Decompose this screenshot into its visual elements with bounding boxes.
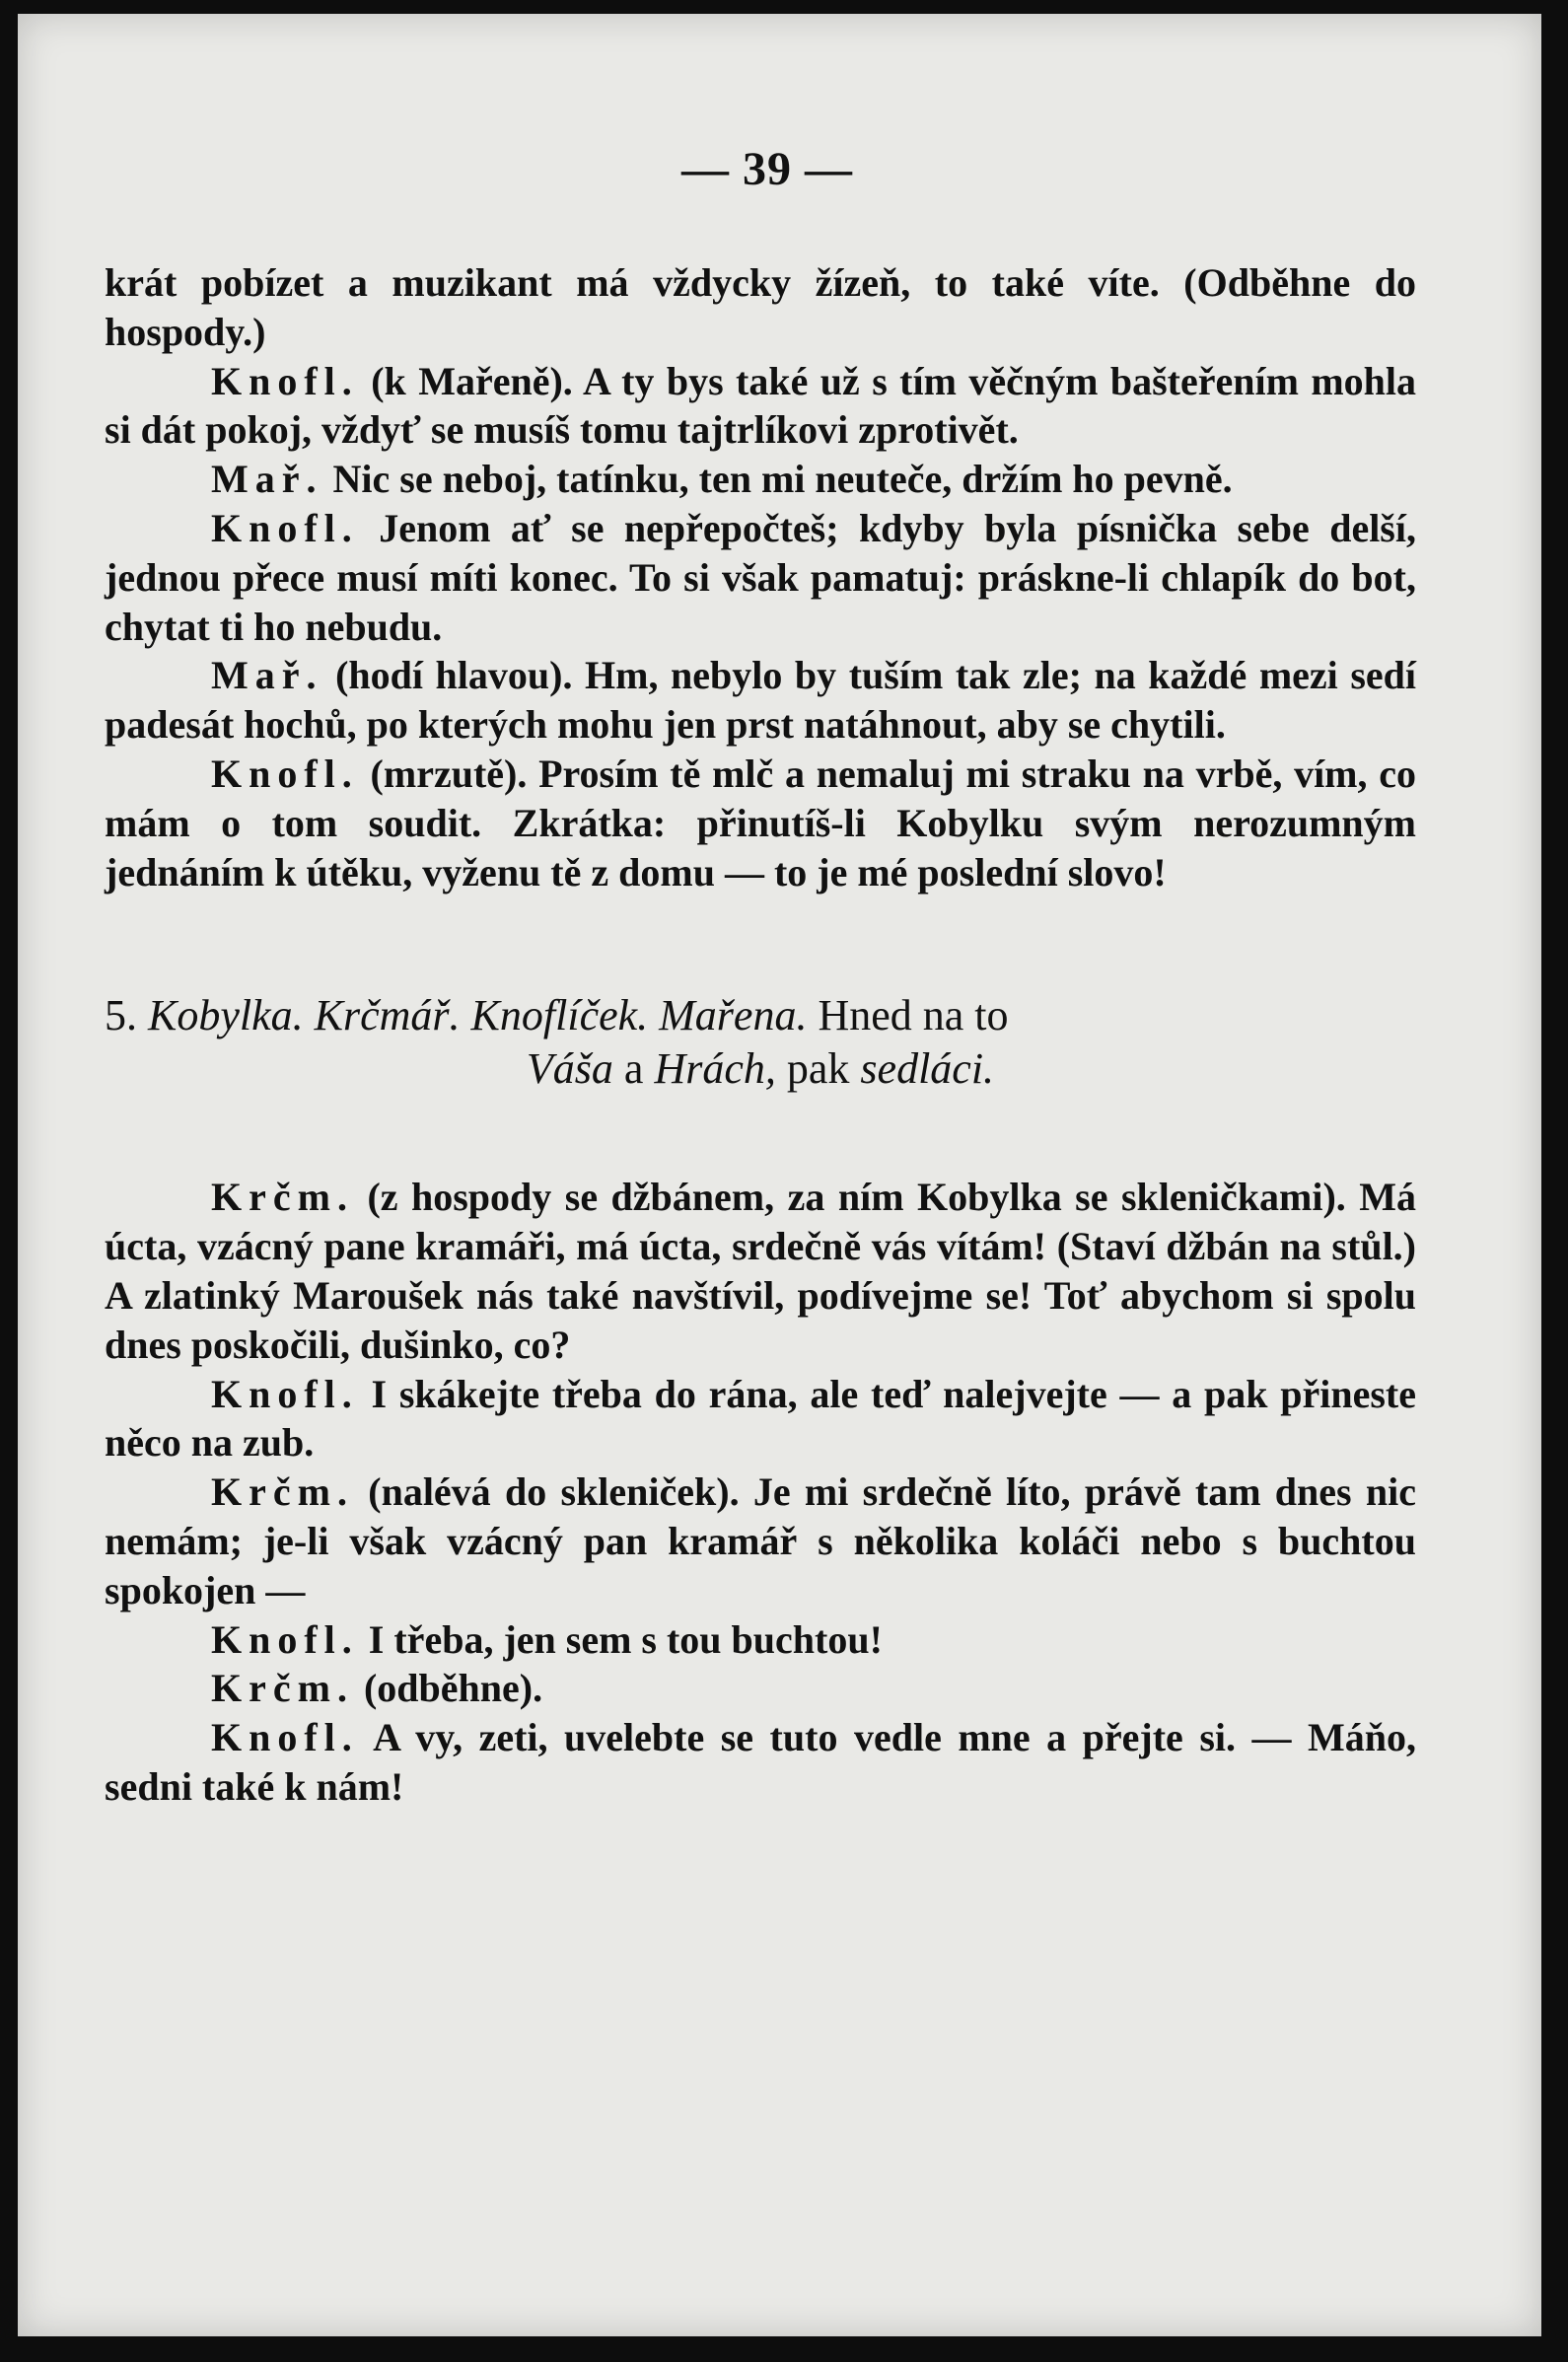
paragraph xyxy=(105,455,1416,504)
scene-number: 5. xyxy=(105,991,137,1040)
scene-line-two xyxy=(105,1042,1416,1096)
paragraph xyxy=(105,1370,1416,1468)
speaker-name: Mař. xyxy=(211,457,323,502)
scene-character: Knoflíček. xyxy=(470,991,649,1040)
paragraph-text: I skákejte třeba do rána, ale teď nalejvejte — a pak přineste něco na zub. xyxy=(105,1371,1416,1466)
paragraph-text: (nalévá do skleniček). Je mi srdečně líto, právě tam dnes nic nemám; je-li však vzácný pan kramář s několika koláči nebo s buchtou spokojen — xyxy=(105,1469,1417,1612)
speaker-name: Knofl. xyxy=(211,1616,359,1662)
scene-character: Hrách, xyxy=(654,1044,776,1094)
paragraph-text: (k Mařeně). A ty bys také už s tím věčným bašteřením mohla si dát pokoj, vždyť se musíš tomu tajtrlíkovi zprotivět. xyxy=(105,358,1416,453)
paragraph xyxy=(105,357,1416,456)
scene-character: Krčmář. xyxy=(314,991,461,1040)
paragraph-text: Jenom ať se nepřepočteš; kdyby byla písnička sebe delší, jednou přece musí míti konec. To si však pamatuj: práskne-li chlapík do bot, chytat ti ho nebudu. xyxy=(105,505,1416,649)
paragraph-text: A vy, zeti, uvelebte se tuto vedle mne a přejte si. — Máňo, sedni také k nám! xyxy=(105,1715,1417,1809)
paragraph xyxy=(105,1713,1416,1812)
scene-heading xyxy=(105,989,1416,1096)
scene-character: Mařena. xyxy=(659,991,808,1040)
paragraph xyxy=(105,1664,1416,1713)
speaker-name: Knofl. xyxy=(211,1715,359,1760)
speaker-name: Knofl. xyxy=(211,751,359,796)
scene-connector: Hned na to xyxy=(818,991,1009,1040)
speaker-name: Knofl. xyxy=(211,1371,359,1416)
scene-connector: pak xyxy=(786,1044,850,1094)
paragraph xyxy=(105,1173,1416,1369)
speaker-name: Krčm. xyxy=(211,1666,354,1711)
paragraph-text: (z hospody se džbánem, za ním Kobylka se skleničkami). Má úcta, vzácný pane kramáři, má úcta, srdečně vás vítám! (Staví džbán na stůl.) A zlatinký Maroušek nás také navštívil, podívejme se! Toť abychom si spolu dnes poskočili, dušinko, co? xyxy=(105,1175,1416,1367)
paragraph-text: I třeba, jen sem s tou buchtou! xyxy=(368,1616,883,1662)
page-number: — 39 — xyxy=(681,143,853,195)
page-text xyxy=(105,258,1416,1812)
scene-character: sedláci. xyxy=(860,1044,995,1094)
speaker-name: Knofl. xyxy=(211,358,359,403)
paragraph xyxy=(105,651,1416,750)
paragraph-text: Nic se neboj, tatínku, ten mi neuteče, držím ho pevně. xyxy=(332,457,1233,502)
scene-character: Váša xyxy=(526,1044,613,1094)
paragraph xyxy=(105,1467,1416,1614)
paragraph xyxy=(105,258,1416,357)
scene-character: Kobylka. xyxy=(148,991,304,1040)
speaker-name: Knofl. xyxy=(211,505,359,550)
speaker-name: Krčm. xyxy=(211,1175,354,1220)
paragraph-text: (mrzutě). Prosím tě mlč a nemaluj mi straku na vrbě, vím, co mám o tom soudit. Zkrátka: přinutíš-li Kobylku svým nerozumným jednáním k útěku, vyženu tě z domu — to je mé poslední slovo! xyxy=(105,751,1416,895)
book-page xyxy=(18,14,1541,2336)
paragraph xyxy=(105,504,1416,651)
paragraph xyxy=(105,1615,1416,1665)
speaker-name: Mař. xyxy=(211,653,323,698)
scene-connector: a xyxy=(623,1044,644,1094)
paragraph-text: krát pobízet a muzikant má vždycky žízeň, to také víte. (Odběhne do hospody.) xyxy=(105,260,1416,354)
speaker-name: Krčm. xyxy=(211,1469,354,1515)
paragraph-text: (odběhne). xyxy=(363,1666,543,1711)
paragraph xyxy=(105,750,1416,896)
paragraph-text: (hodí hlavou). Hm, nebylo by tuším tak zle; na každé mezi sedí padesát hochů, po kterých mohu jen prst natáhnout, aby se chytili. xyxy=(105,653,1416,748)
